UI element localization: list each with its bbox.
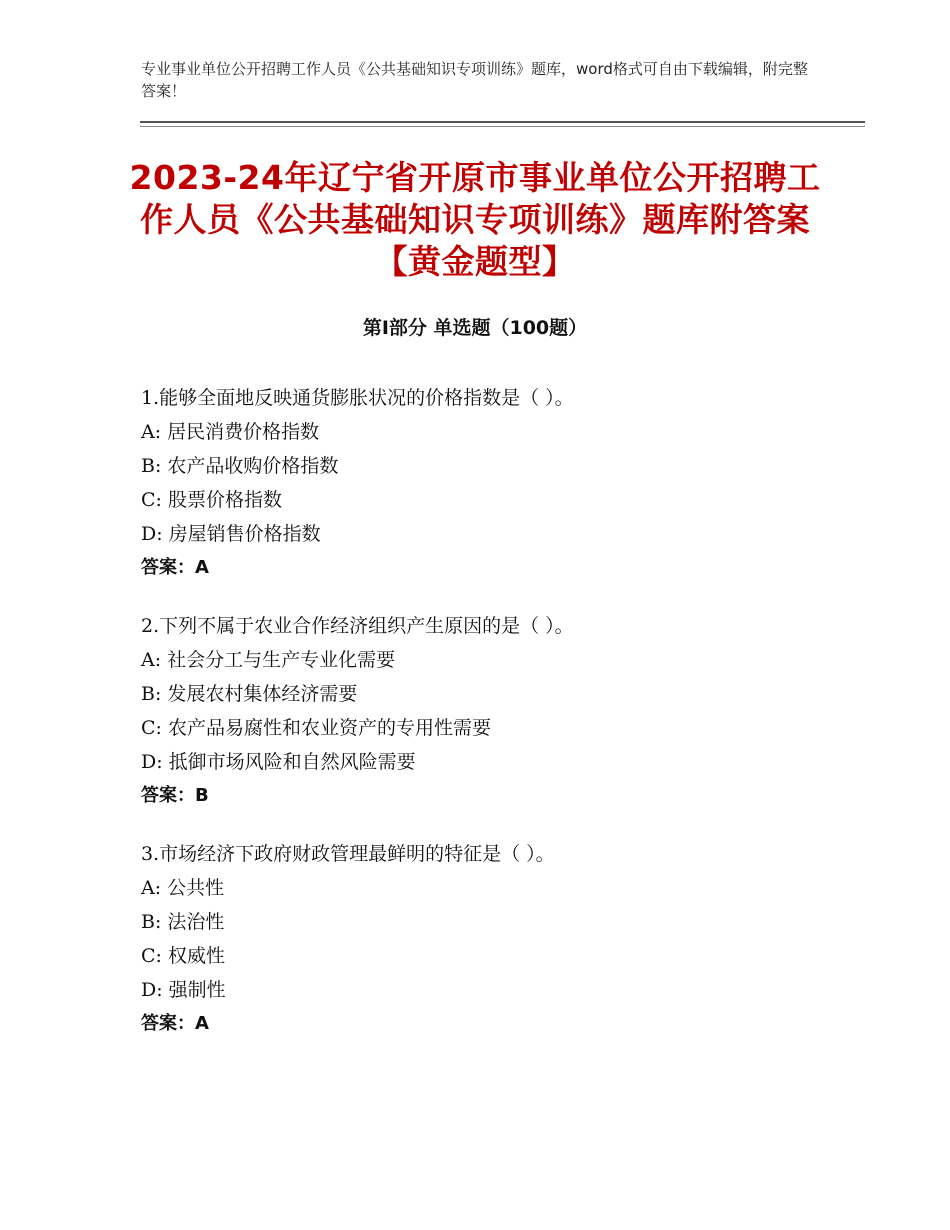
option-c: C: 股票价格指数 xyxy=(141,489,282,511)
question-stem: 2.下列不属于农业合作经济组织产生原因的是（ ）。 xyxy=(141,615,574,637)
document-title: 2023-24年辽宁省开原市事业单位公开招聘工作人员《公共基础知识专项训练》题库附答案【黄金题型】 xyxy=(129,158,821,281)
header-rule-thick xyxy=(140,121,865,123)
question-stem: 3.市场经济下政府财政管理最鲜明的特征是（ ）。 xyxy=(141,843,555,865)
header-note: 专业事业单位公开招聘工作人员《公共基础知识专项训练》题库，word格式可自由下载编辑，附完整答案！ xyxy=(141,60,808,100)
question-stem: 1.能够全面地反映通货膨胀状况的价格指数是（ ）。 xyxy=(141,387,574,409)
option-d: D: 强制性 xyxy=(141,979,226,1001)
option-a: A: 公共性 xyxy=(141,877,225,899)
section-heading: 第I部分 单选题（100题） xyxy=(362,317,588,339)
option-b: B: 农产品收购价格指数 xyxy=(141,455,339,477)
answer-line: 答案：B xyxy=(141,785,209,806)
question-1 xyxy=(141,381,841,585)
option-d: D: 抵御市场风险和自然风险需要 xyxy=(141,751,416,773)
option-c: C: 农产品易腐性和农业资产的专用性需要 xyxy=(141,717,491,739)
option-a: A: 居民消费价格指数 xyxy=(141,421,320,443)
option-d: D: 房屋销售价格指数 xyxy=(141,523,321,545)
question-list xyxy=(141,381,841,1065)
header-rule-thin xyxy=(140,126,865,127)
option-b: B: 发展农村集体经济需要 xyxy=(141,683,358,705)
option-b: B: 法治性 xyxy=(141,911,225,933)
option-a: A: 社会分工与生产专业化需要 xyxy=(141,649,396,671)
answer-line: 答案：A xyxy=(141,1013,209,1034)
question-3 xyxy=(141,837,841,1041)
option-c: C: 权威性 xyxy=(141,945,225,967)
question-2 xyxy=(141,609,841,813)
answer-line: 答案：A xyxy=(141,557,209,578)
